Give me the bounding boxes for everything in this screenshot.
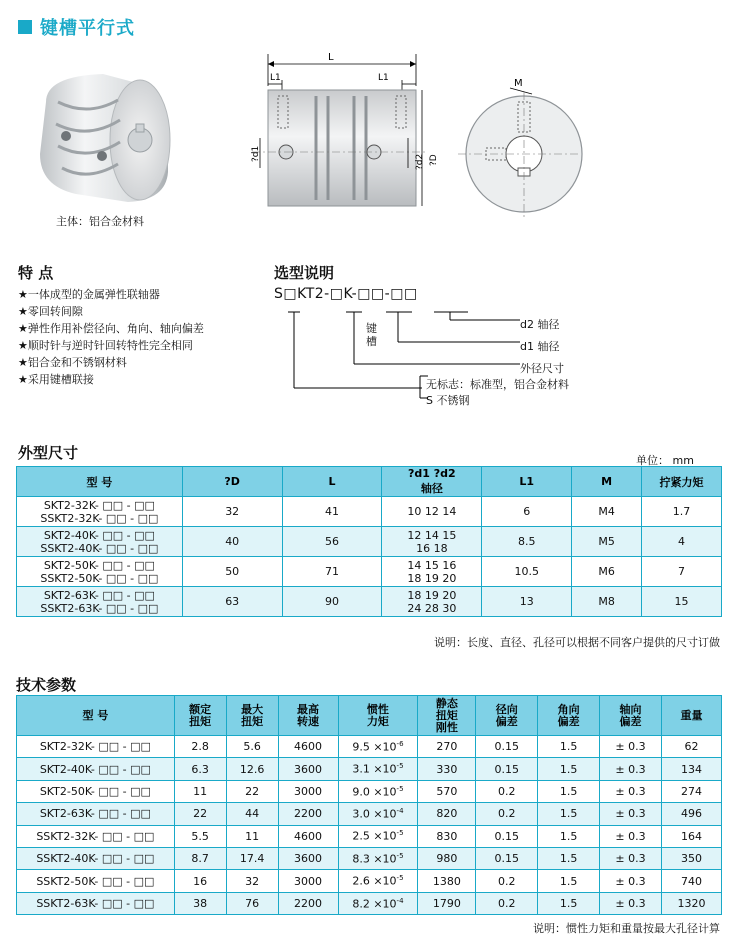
table-cell: 0.2	[476, 780, 538, 802]
inertia-exponent: -6	[396, 739, 404, 748]
unit-label: 单位： mm	[636, 454, 694, 467]
table-cell: 820	[418, 803, 476, 825]
dim-L1-right-label: L1	[378, 73, 389, 83]
side-view-drawing	[232, 46, 439, 216]
features-title: 特 点	[18, 264, 54, 282]
header-cell: 最大 扭矩	[226, 696, 278, 736]
table-cell: 0.2	[476, 892, 538, 914]
table-cell: 0.15	[476, 758, 538, 780]
table-cell: 496	[661, 803, 721, 825]
dims-title: 外型尺寸	[18, 444, 79, 462]
table-cell: ± 0.3	[600, 825, 662, 847]
header-cell: 静态 扭矩 刚性	[418, 696, 476, 736]
table-cell: 1.5	[538, 803, 600, 825]
table-cell	[338, 803, 418, 825]
table-cell: 62	[661, 736, 721, 758]
table-cell: 134	[661, 758, 721, 780]
inertia-exponent: -5	[396, 762, 404, 771]
inertia-exponent: -5	[396, 829, 404, 838]
header-cell: 最高 转速	[278, 696, 338, 736]
table-cell: SKT2-63K- □□ - □□	[17, 803, 175, 825]
feature-item: ★零回转间隙	[18, 305, 83, 318]
table-cell: 3600	[278, 847, 338, 869]
stainless-label: S 不锈钢	[426, 394, 470, 407]
table-cell: SKT2-50K- □□ - □□ SSKT2-50K- □□ - □□	[17, 557, 183, 587]
table-cell: 10 12 14	[382, 497, 482, 527]
table-cell: SKT2-40K- □□ - □□ SSKT2-40K- □□ - □□	[17, 527, 183, 557]
inertia-exponent: -4	[396, 807, 404, 816]
table-cell: ± 0.3	[600, 870, 662, 892]
feature-item: ★弹性作用补偿径向、角向、轴向偏差	[18, 322, 204, 335]
table-cell	[338, 780, 418, 802]
table-cell: 76	[226, 892, 278, 914]
table-cell: 4600	[278, 736, 338, 758]
table-cell	[338, 870, 418, 892]
d1-label: d1 轴径	[520, 340, 560, 353]
standard-type-label: 无标志：标准型，铝合金材料	[426, 378, 569, 391]
table-row	[17, 847, 722, 869]
table-cell: 1.5	[538, 870, 600, 892]
table-row	[17, 825, 722, 847]
header-cell: 拧紧力矩	[642, 467, 722, 497]
model-code-pattern: S□KT2-□K-□□-□□	[274, 286, 418, 302]
table-cell: 270	[418, 736, 476, 758]
header-cell: 重量	[661, 696, 721, 736]
header-cell: 惯性 力矩	[338, 696, 418, 736]
table-row	[17, 497, 722, 527]
dimensions-table	[16, 466, 722, 617]
table-row	[17, 557, 722, 587]
table-cell: SSKT2-40K- □□ - □□	[17, 847, 175, 869]
table-cell: 56	[282, 527, 382, 557]
table-cell: ± 0.3	[600, 847, 662, 869]
page-title: 键槽平行式	[40, 18, 135, 39]
table-cell: 1.5	[538, 780, 600, 802]
table-cell: 41	[282, 497, 382, 527]
feature-item: ★铝合金和不锈钢材料	[18, 356, 127, 369]
table-cell: 18 19 20 24 28 30	[382, 587, 482, 617]
table-cell: 2.8	[174, 736, 226, 758]
table-cell: ± 0.3	[600, 758, 662, 780]
inertia-value: 2.5 ×10	[352, 830, 397, 844]
table-cell: 1790	[418, 892, 476, 914]
inertia-exponent: -5	[396, 874, 404, 883]
table-cell: 90	[282, 587, 382, 617]
outer-diameter-label: 外径尺寸	[520, 362, 564, 375]
table-cell: 0.2	[476, 803, 538, 825]
table-cell: 38	[174, 892, 226, 914]
dim-D-label: ?D	[429, 154, 439, 166]
table-cell: 32	[182, 497, 282, 527]
table-cell: 1.5	[538, 892, 600, 914]
table-cell: 330	[418, 758, 476, 780]
table-cell: 164	[661, 825, 721, 847]
table-row	[17, 527, 722, 557]
table-cell: 6.3	[174, 758, 226, 780]
table-cell: 12 14 15 16 18	[382, 527, 482, 557]
table-cell: 3000	[278, 780, 338, 802]
table-cell: 1.5	[538, 825, 600, 847]
header-square-icon	[18, 20, 32, 34]
dim-L-label: L	[328, 52, 334, 63]
header-cell: ?D	[182, 467, 282, 497]
table-cell: 11	[226, 825, 278, 847]
table-cell: 4	[642, 527, 722, 557]
table-cell: 22	[174, 803, 226, 825]
table-cell: 570	[418, 780, 476, 802]
table-cell: 2200	[278, 803, 338, 825]
table-cell: SKT2-40K- □□ - □□	[17, 758, 175, 780]
table-cell: 12.6	[226, 758, 278, 780]
table-header-row	[17, 696, 722, 736]
tech-title: 技术参数	[16, 676, 77, 694]
header-cell: 额定 扭矩	[174, 696, 226, 736]
table-cell: 6	[482, 497, 572, 527]
dim-d1-label: ?d1	[251, 145, 261, 162]
header-cell: L	[282, 467, 382, 497]
table-cell	[338, 892, 418, 914]
table-cell	[338, 825, 418, 847]
table-cell: 2200	[278, 892, 338, 914]
table-cell: M8	[572, 587, 642, 617]
table-row	[17, 758, 722, 780]
table-cell: 0.15	[476, 736, 538, 758]
table-cell: 5.6	[226, 736, 278, 758]
table-cell: SKT2-32K- □□ - □□ SSKT2-32K- □□ - □□	[17, 497, 183, 527]
keyway-label: 键 槽	[366, 322, 377, 348]
table-cell: 15	[642, 587, 722, 617]
table-cell: ± 0.3	[600, 780, 662, 802]
table-cell: ± 0.3	[600, 803, 662, 825]
feature-item: ★顺时针与逆时针回转特性完全相同	[18, 339, 193, 352]
table-cell: ± 0.3	[600, 892, 662, 914]
table-row	[17, 892, 722, 914]
table-cell	[338, 758, 418, 780]
table-cell: 1.5	[538, 758, 600, 780]
dims-note: 说明：长度、直径、孔径可以根据不同客户提供的尺寸订做	[434, 636, 720, 649]
table-cell: SSKT2-50K- □□ - □□	[17, 870, 175, 892]
inertia-exponent: -4	[396, 896, 404, 905]
inertia-exponent: -5	[396, 851, 404, 860]
photo-caption: 主体：铝合金材料	[56, 215, 144, 228]
table-cell: 1320	[661, 892, 721, 914]
table-cell: 10.5	[482, 557, 572, 587]
table-cell: M6	[572, 557, 642, 587]
inertia-value: 9.0 ×10	[352, 785, 397, 799]
table-cell: 40	[182, 527, 282, 557]
table-cell: 5.5	[174, 825, 226, 847]
table-cell: 71	[282, 557, 382, 587]
table-cell: 8.7	[174, 847, 226, 869]
table-cell: 11	[174, 780, 226, 802]
end-view-drawing	[458, 72, 578, 222]
table-cell: 0.15	[476, 825, 538, 847]
table-cell: 13	[482, 587, 572, 617]
inertia-exponent: -5	[396, 784, 404, 793]
table-cell: 32	[226, 870, 278, 892]
table-cell: SSKT2-32K- □□ - □□	[17, 825, 175, 847]
header-cell: 角向 偏差	[538, 696, 600, 736]
header-cell: 轴向 偏差	[600, 696, 662, 736]
table-cell: 63	[182, 587, 282, 617]
table-cell: M5	[572, 527, 642, 557]
table-row	[17, 587, 722, 617]
table-cell: 14 15 16 18 19 20	[382, 557, 482, 587]
inertia-value: 2.6 ×10	[352, 874, 397, 888]
table-row	[17, 780, 722, 802]
table-cell: ± 0.3	[600, 736, 662, 758]
table-cell: 1.5	[538, 736, 600, 758]
table-row	[17, 736, 722, 758]
header-cell: 型 号	[17, 696, 175, 736]
table-cell: 3600	[278, 758, 338, 780]
header-cell: L1	[482, 467, 572, 497]
features-list	[18, 286, 204, 388]
table-cell: SKT2-63K- □□ - □□ SSKT2-63K- □□ - □□	[17, 587, 183, 617]
table-cell: SKT2-50K- □□ - □□	[17, 780, 175, 802]
table-cell: 4600	[278, 825, 338, 847]
feature-item: ★一体成型的金属弹性联轴器	[18, 288, 160, 301]
table-cell: 7	[642, 557, 722, 587]
table-cell	[338, 736, 418, 758]
table-cell: 740	[661, 870, 721, 892]
table-cell: M4	[572, 497, 642, 527]
table-cell: 44	[226, 803, 278, 825]
header-cell: ?d1 ?d2 轴径	[382, 467, 482, 497]
table-cell: SKT2-32K- □□ - □□	[17, 736, 175, 758]
table-row	[17, 870, 722, 892]
feature-item: ★采用键槽联接	[18, 373, 94, 386]
table-cell: 980	[418, 847, 476, 869]
d2-label: d2 轴径	[520, 318, 560, 331]
table-cell: 1.7	[642, 497, 722, 527]
table-cell: 830	[418, 825, 476, 847]
table-cell: 3000	[278, 870, 338, 892]
inertia-value: 3.1 ×10	[352, 762, 397, 776]
tech-note: 说明：惯性力矩和重量按最大孔径计算	[533, 922, 720, 935]
table-header-row	[17, 467, 722, 497]
table-cell: 1.5	[538, 847, 600, 869]
table-cell: SSKT2-63K- □□ - □□	[17, 892, 175, 914]
table-row	[17, 803, 722, 825]
table-cell: 1380	[418, 870, 476, 892]
table-cell: 22	[226, 780, 278, 802]
header-cell: 型 号	[17, 467, 183, 497]
inertia-value: 8.2 ×10	[352, 897, 397, 911]
table-cell: 16	[174, 870, 226, 892]
tech-params-table	[16, 695, 722, 915]
dim-L1-left-label: L1	[270, 73, 281, 83]
inertia-value: 8.3 ×10	[352, 852, 397, 866]
dim-M-label: M	[514, 78, 523, 89]
table-cell: 50	[182, 557, 282, 587]
coupling-photo	[28, 62, 188, 212]
table-cell: 0.2	[476, 870, 538, 892]
table-cell: 17.4	[226, 847, 278, 869]
header-cell: 径向 偏差	[476, 696, 538, 736]
section-header	[18, 14, 135, 40]
dim-d2-label: ?d2	[415, 153, 425, 170]
table-cell: 274	[661, 780, 721, 802]
table-cell	[338, 847, 418, 869]
header-cell: M	[572, 467, 642, 497]
table-cell: 8.5	[482, 527, 572, 557]
inertia-value: 9.5 ×10	[352, 740, 397, 754]
selection-title: 选型说明	[274, 264, 335, 282]
table-cell: 0.15	[476, 847, 538, 869]
table-cell: 350	[661, 847, 721, 869]
inertia-value: 3.0 ×10	[352, 807, 397, 821]
